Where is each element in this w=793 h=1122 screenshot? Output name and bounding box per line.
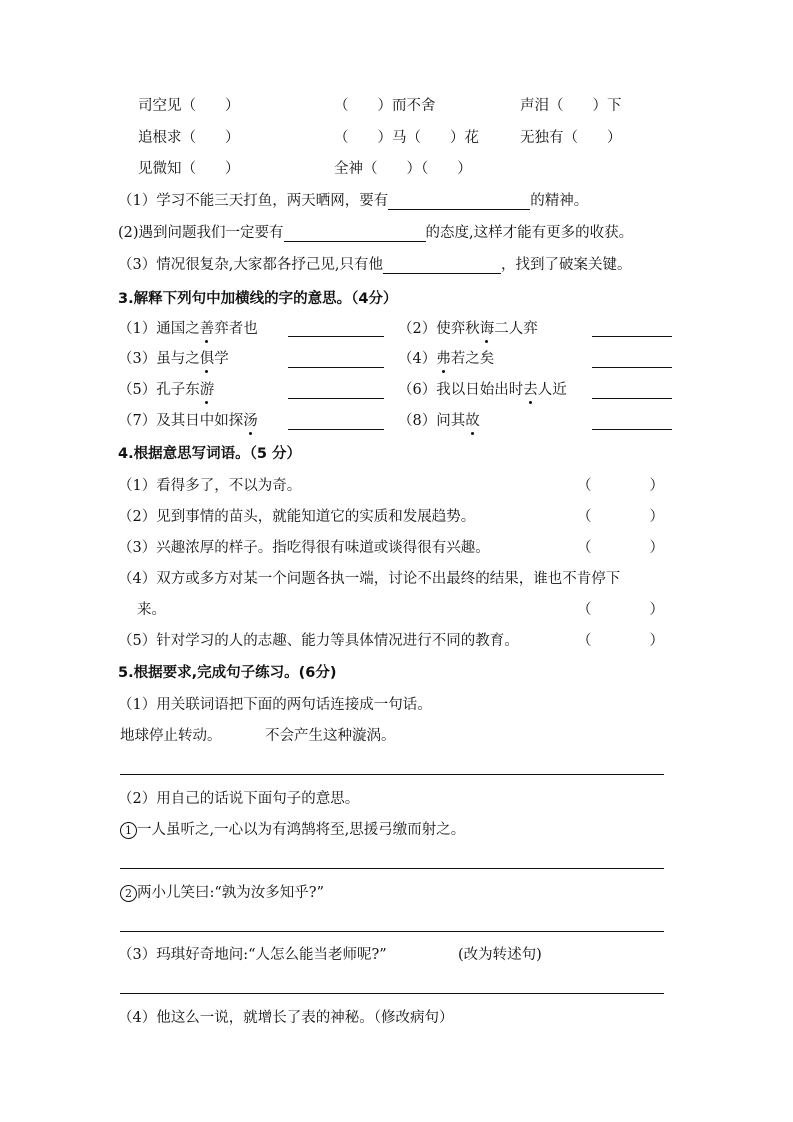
q3-title: 3.解释下列句中加横线的字的意思。（4分）: [118, 291, 398, 307]
fill-sentence-1: （1）学习不能三天打鱼，两天晒网，要有 的精神。: [118, 193, 589, 209]
idiom-4: 追根求（ ）: [138, 130, 240, 146]
idiom-5: （ ）马（ ）花: [334, 130, 479, 146]
q5-answer-line-3[interactable]: [120, 931, 664, 932]
q3-blank-7[interactable]: [288, 429, 384, 430]
idiom-1: 司空见（ ）: [138, 98, 240, 114]
idiom-3: 声泪（ ）下: [520, 98, 622, 114]
q4-answer-4[interactable]: （ ）: [577, 602, 664, 618]
q3-blank-6[interactable]: [592, 398, 672, 399]
q5-part2-a: 1 一人虽听之,一心以为有鸿鹄将至,思援弓缴而射之。: [120, 821, 465, 839]
answer-blank[interactable]: [383, 259, 501, 274]
q3-blank-3[interactable]: [288, 367, 384, 368]
q5-part2-b: 2 两小儿笑曰:“孰为汝多知乎?”: [120, 884, 324, 902]
q5-part3: （3）玛琪好奇地问:“人怎么能当老师呢?”: [118, 947, 387, 963]
q3-item-6: （6）我以日始出时去人近: [398, 382, 567, 398]
q3-blank-1[interactable]: [288, 336, 384, 337]
q3-blank-5[interactable]: [288, 398, 384, 399]
q3-item-4: （4）弗若之矣: [398, 351, 495, 367]
q4-answer-3[interactable]: （ ）: [577, 540, 664, 556]
q5-part1-sentence-a: 地球停止转动。: [120, 728, 222, 744]
q3-item-7: （7）及其日中如探汤: [118, 413, 258, 429]
idiom-2: （ ）而不舍: [334, 98, 436, 114]
q3-blank-8[interactable]: [592, 429, 672, 430]
q3-blank-2[interactable]: [592, 336, 672, 337]
circled-number-1: 1: [120, 822, 137, 839]
q4-item-4-cont: 来。: [137, 602, 166, 618]
q4-item-4: （4）双方或多方对某一个问题各执一端，讨论不出最终的结果，谁也不肯停下: [118, 571, 621, 587]
q3-item-5: （5）孔子东游: [118, 382, 215, 398]
q4-answer-5[interactable]: （ ）: [577, 633, 664, 649]
q5-title: 5.根据要求,完成句子练习。(6分): [118, 665, 337, 681]
q3-item-1: （1）通国之善弈者也: [118, 321, 258, 337]
q4-answer-2[interactable]: （ ）: [577, 509, 664, 525]
q3-item-2: （2）使弈秋诲二人弈: [398, 321, 538, 337]
q5-part1: （1）用关联词语把下面的两句话连接成一句话。: [118, 697, 432, 713]
fill-sentence-3: （3）情况很复杂,大家都各抒己见,只有他 ，找到了破案关键。: [118, 257, 632, 273]
q4-item-3: （3）兴趣浓厚的样子。指吃得很有味道或谈得很有兴趣。: [118, 540, 490, 556]
q5-part3-note: (改为转述句): [458, 947, 542, 963]
q3-item-8: （8）问其故: [398, 413, 480, 429]
answer-blank[interactable]: [388, 195, 530, 210]
q4-item-5: （5）针对学习的人的志趣、能力等具体情况进行不同的教育。: [118, 633, 519, 649]
idiom-7: 见微知（ ）: [138, 161, 240, 177]
q5-part2: （2）用自己的话说下面句子的意思。: [118, 791, 360, 807]
circled-number-2: 2: [120, 885, 137, 902]
q5-part4: （4）他这么一说，就增长了表的神秘。（修改病句）: [118, 1010, 454, 1026]
q4-answer-1[interactable]: （ ）: [577, 478, 664, 494]
idiom-8: 全神（ ）（ ）: [334, 161, 472, 177]
q4-item-1: （1）看得多了，不以为奇。: [118, 478, 302, 494]
q3-blank-4[interactable]: [592, 367, 672, 368]
idiom-6: 无独有（ ）: [520, 130, 622, 146]
answer-blank[interactable]: [284, 227, 426, 242]
q5-answer-line-2[interactable]: [120, 868, 664, 869]
q3-item-3: （3）虽与之俱学: [118, 351, 229, 367]
q4-title: 4.根据意思写词语。（5 分）: [118, 446, 301, 462]
q5-answer-line-4[interactable]: [120, 993, 664, 994]
q5-part1-sentence-b: 不会产生这种漩涡。: [265, 728, 396, 744]
fill-sentence-2: (2)遇到问题我们一定要有 的态度,这样才能有更多的收获。: [118, 225, 634, 241]
q4-item-2: （2）见到事情的苗头，就能知道它的实质和发展趋势。: [118, 509, 476, 525]
q5-answer-line-1[interactable]: [120, 774, 664, 775]
